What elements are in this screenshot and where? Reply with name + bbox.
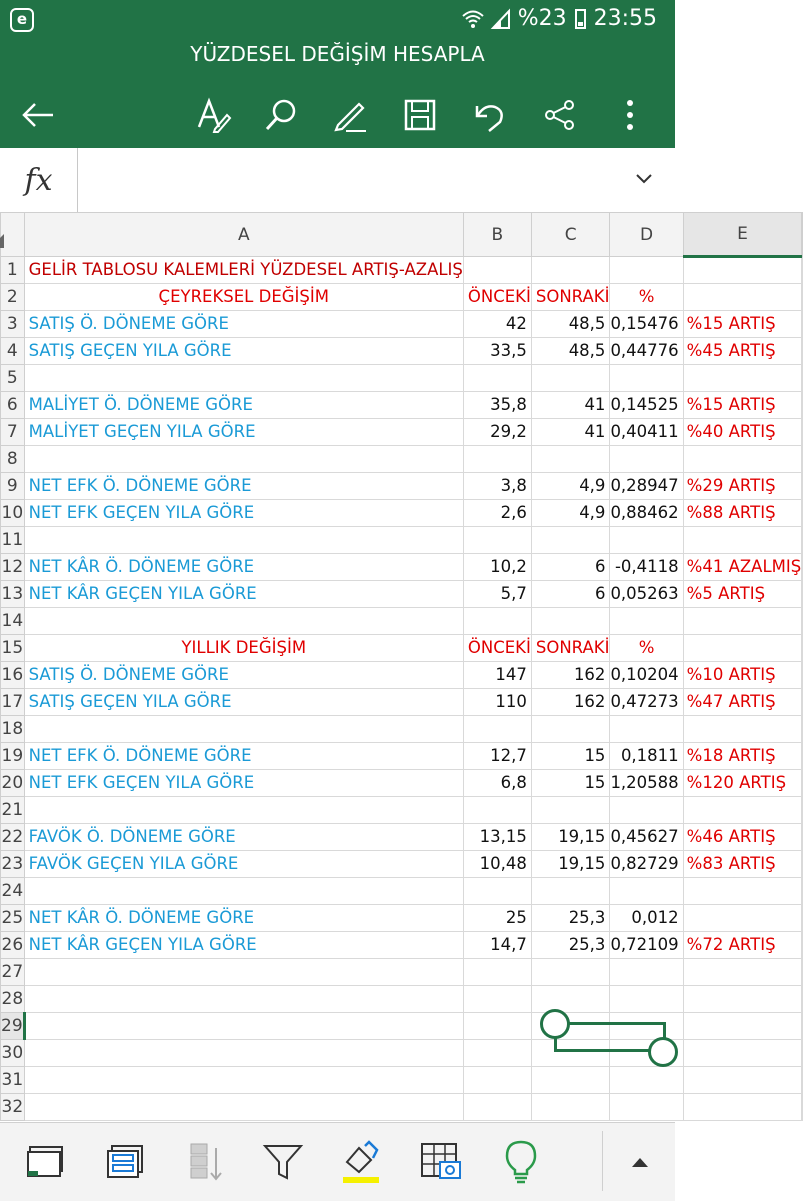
- cell-b[interactable]: [463, 878, 531, 905]
- pen-icon[interactable]: [330, 95, 370, 135]
- cell-e[interactable]: [683, 905, 802, 932]
- expand-up-icon[interactable]: [615, 1137, 665, 1187]
- cell-b[interactable]: 147: [463, 662, 531, 689]
- spreadsheet-grid[interactable]: [0, 212, 802, 1122]
- cell-d[interactable]: 0,88462: [610, 500, 683, 527]
- cell-e[interactable]: %41 AZALMIŞ: [683, 554, 802, 581]
- cell-b[interactable]: ÖNCEKİ: [463, 284, 531, 311]
- cell-a[interactable]: [24, 1067, 463, 1094]
- cell-b[interactable]: 42: [463, 311, 531, 338]
- cell-a[interactable]: SATIŞ GEÇEN YILA GÖRE: [24, 338, 463, 365]
- cell-b[interactable]: [463, 1094, 531, 1121]
- search-icon[interactable]: [261, 95, 301, 135]
- table-row: [1, 365, 803, 392]
- cell-c[interactable]: [531, 527, 610, 554]
- table-row: [1, 1094, 803, 1121]
- cell-e[interactable]: %83 ARTIŞ: [683, 851, 802, 878]
- column-header-d[interactable]: D: [610, 213, 683, 257]
- cell-b[interactable]: 29,2: [463, 419, 531, 446]
- cell-a[interactable]: [24, 1094, 463, 1121]
- cell-e[interactable]: %120 ARTIŞ: [683, 770, 802, 797]
- cell-c[interactable]: 162: [531, 689, 610, 716]
- row-header[interactable]: 7: [1, 419, 25, 446]
- cell-a[interactable]: FAVÖK Ö. DÖNEME GÖRE: [24, 824, 463, 851]
- row-header[interactable]: 16: [1, 662, 25, 689]
- cell-b[interactable]: [463, 446, 531, 473]
- cell-e[interactable]: [683, 1067, 802, 1094]
- cell-a[interactable]: NET KÂR Ö. DÖNEME GÖRE: [24, 905, 463, 932]
- cell-a[interactable]: [24, 527, 463, 554]
- signal-icon: [492, 9, 510, 29]
- cell-e[interactable]: [683, 1013, 802, 1040]
- table-row: [1, 1040, 803, 1067]
- table-row: [1, 446, 803, 473]
- cell-c[interactable]: SONRAKİ: [531, 635, 610, 662]
- cell-a[interactable]: [24, 986, 463, 1013]
- row-header[interactable]: 19: [1, 743, 25, 770]
- cell-e[interactable]: [683, 716, 802, 743]
- table-row: [1, 770, 803, 797]
- cell-c[interactable]: [531, 986, 610, 1013]
- cell-d[interactable]: 0,40411: [610, 419, 683, 446]
- cell-c[interactable]: [531, 1094, 610, 1121]
- table-row: [1, 392, 803, 419]
- cell-e[interactable]: %40 ARTIŞ: [683, 419, 802, 446]
- row-header[interactable]: 8: [1, 446, 25, 473]
- bottom-toolbar: [0, 1122, 675, 1201]
- table-row: [1, 797, 803, 824]
- cell-d[interactable]: 0,10204: [610, 662, 683, 689]
- table-row: [1, 608, 803, 635]
- row-header[interactable]: 1: [1, 257, 25, 284]
- table-row: [1, 986, 803, 1013]
- cell-c[interactable]: 162: [531, 662, 610, 689]
- cell-a[interactable]: NET KÂR GEÇEN YILA GÖRE: [24, 581, 463, 608]
- cell-a[interactable]: [24, 608, 463, 635]
- row-header[interactable]: 17: [1, 689, 25, 716]
- cell-c[interactable]: [531, 365, 610, 392]
- cell-c[interactable]: 4,9: [531, 500, 610, 527]
- cell-a[interactable]: SATIŞ Ö. DÖNEME GÖRE: [24, 311, 463, 338]
- column-header-b[interactable]: B: [463, 213, 531, 257]
- cell-d[interactable]: 0,15476: [610, 311, 683, 338]
- table-row: [1, 635, 803, 662]
- cell-a[interactable]: [24, 797, 463, 824]
- cell-c[interactable]: SONRAKİ: [531, 284, 610, 311]
- cell-e[interactable]: [683, 959, 802, 986]
- cell-d[interactable]: 0,44776: [610, 338, 683, 365]
- row-header[interactable]: 11: [1, 527, 25, 554]
- cell-a[interactable]: FAVÖK GEÇEN YILA GÖRE: [24, 851, 463, 878]
- formula-bar: [0, 148, 675, 213]
- row-header[interactable]: 30: [1, 1040, 25, 1067]
- row-header[interactable]: 26: [1, 932, 25, 959]
- chevron-down-icon[interactable]: [635, 170, 653, 189]
- table-row: [1, 932, 803, 959]
- cell-e[interactable]: %5 ARTIŞ: [683, 581, 802, 608]
- cell-e[interactable]: [683, 446, 802, 473]
- app-notification-icon: e: [10, 8, 34, 32]
- cell-d[interactable]: [610, 986, 683, 1013]
- cell-a[interactable]: NET EFK Ö. DÖNEME GÖRE: [24, 473, 463, 500]
- cell-d[interactable]: 0,012: [610, 905, 683, 932]
- cell-b[interactable]: [463, 365, 531, 392]
- row-header[interactable]: 9: [1, 473, 25, 500]
- cell-d[interactable]: 0,14525: [610, 392, 683, 419]
- cell-c[interactable]: 15: [531, 743, 610, 770]
- cell-b[interactable]: 25: [463, 905, 531, 932]
- cell-b[interactable]: 13,15: [463, 824, 531, 851]
- select-sheet-icon[interactable]: [20, 1137, 70, 1187]
- row-header[interactable]: 5: [1, 365, 25, 392]
- cell-e[interactable]: %29 ARTIŞ: [683, 473, 802, 500]
- cell-d[interactable]: [610, 257, 683, 284]
- table-row: [1, 716, 803, 743]
- row-header[interactable]: 21: [1, 797, 25, 824]
- cell-a[interactable]: [24, 716, 463, 743]
- battery-icon: [575, 9, 586, 29]
- cell-d[interactable]: 0,72109: [610, 932, 683, 959]
- cell-a[interactable]: YILLIK DEĞİŞİM: [24, 635, 463, 662]
- cell-b[interactable]: [463, 608, 531, 635]
- cell-e[interactable]: [683, 1094, 802, 1121]
- cell-b[interactable]: 6,8: [463, 770, 531, 797]
- row-header[interactable]: 31: [1, 1067, 25, 1094]
- cell-d[interactable]: [610, 365, 683, 392]
- table-row: [1, 743, 803, 770]
- cell-a[interactable]: MALİYET GEÇEN YILA GÖRE: [24, 419, 463, 446]
- cell-b[interactable]: 3,8: [463, 473, 531, 500]
- cell-b[interactable]: 14,7: [463, 932, 531, 959]
- cell-d[interactable]: 0,28947: [610, 473, 683, 500]
- sheets-icon[interactable]: [100, 1137, 150, 1187]
- cell-e[interactable]: %18 ARTIŞ: [683, 743, 802, 770]
- row-header[interactable]: 22: [1, 824, 25, 851]
- row-header[interactable]: 12: [1, 554, 25, 581]
- cell-e[interactable]: [683, 635, 802, 662]
- cell-c[interactable]: 25,3: [531, 932, 610, 959]
- cell-d[interactable]: 0,05263: [610, 581, 683, 608]
- cell-b[interactable]: 12,7: [463, 743, 531, 770]
- cell-c[interactable]: [531, 1067, 610, 1094]
- cell-d[interactable]: [610, 716, 683, 743]
- table-row: [1, 689, 803, 716]
- cell-b[interactable]: 5,7: [463, 581, 531, 608]
- cell-b[interactable]: [463, 527, 531, 554]
- table-row: [1, 1013, 803, 1040]
- cell-d[interactable]: 1,20588: [610, 770, 683, 797]
- cell-e[interactable]: %72 ARTIŞ: [683, 932, 802, 959]
- row-header[interactable]: 20: [1, 770, 25, 797]
- status-indicators: [462, 6, 657, 31]
- formula-input[interactable]: [90, 168, 610, 192]
- cell-d[interactable]: [610, 959, 683, 986]
- cell-b[interactable]: [463, 1067, 531, 1094]
- more-icon[interactable]: [610, 95, 650, 135]
- cell-b[interactable]: 10,48: [463, 851, 531, 878]
- cell-a[interactable]: SATIŞ Ö. DÖNEME GÖRE: [24, 662, 463, 689]
- format-text-icon[interactable]: [193, 95, 233, 135]
- table-row: [1, 338, 803, 365]
- row-header[interactable]: 14: [1, 608, 25, 635]
- cell-c[interactable]: 48,5: [531, 311, 610, 338]
- row-header[interactable]: 2: [1, 284, 25, 311]
- cell-e[interactable]: [683, 878, 802, 905]
- column-header-e[interactable]: E: [683, 213, 802, 257]
- cell-e[interactable]: [683, 284, 802, 311]
- status-bar: [0, 0, 675, 40]
- fx-icon[interactable]: fx: [0, 148, 78, 212]
- table-row: [1, 824, 803, 851]
- cell-c[interactable]: [531, 797, 610, 824]
- battery-percent: %23: [517, 6, 567, 31]
- selection-handle-end[interactable]: [648, 1037, 678, 1067]
- row-header[interactable]: 15: [1, 635, 25, 662]
- cell-a[interactable]: [24, 878, 463, 905]
- cell-d[interactable]: [610, 446, 683, 473]
- cell-e[interactable]: %15 ARTIŞ: [683, 311, 802, 338]
- cell-d[interactable]: 0,47273: [610, 689, 683, 716]
- cell-b[interactable]: 2,6: [463, 500, 531, 527]
- table-row: [1, 959, 803, 986]
- cell-b[interactable]: [463, 986, 531, 1013]
- cell-b[interactable]: [463, 257, 531, 284]
- cell-c[interactable]: 6: [531, 581, 610, 608]
- cell-c[interactable]: [531, 608, 610, 635]
- row-header[interactable]: 3: [1, 311, 25, 338]
- cell-a[interactable]: [24, 446, 463, 473]
- cell-c[interactable]: 4,9: [531, 473, 610, 500]
- cell-d[interactable]: [610, 878, 683, 905]
- table-row: [1, 473, 803, 500]
- cell-b[interactable]: 35,8: [463, 392, 531, 419]
- cell-d[interactable]: [610, 608, 683, 635]
- selection-handle-start[interactable]: [540, 1009, 570, 1039]
- table-row: [1, 419, 803, 446]
- cell-d[interactable]: [610, 527, 683, 554]
- cell-a[interactable]: ÇEYREKSEL DEĞİŞİM: [24, 284, 463, 311]
- cell-e[interactable]: [683, 608, 802, 635]
- table-row: [1, 878, 803, 905]
- sort-icon[interactable]: [180, 1137, 230, 1187]
- table-row: [1, 284, 803, 311]
- table-row: [1, 662, 803, 689]
- cell-c[interactable]: 41: [531, 419, 610, 446]
- cell-a[interactable]: [24, 1013, 463, 1040]
- row-header[interactable]: 23: [1, 851, 25, 878]
- cell-c[interactable]: 41: [531, 392, 610, 419]
- cell-c[interactable]: 15: [531, 770, 610, 797]
- cell-b[interactable]: [463, 797, 531, 824]
- cell-c[interactable]: 48,5: [531, 338, 610, 365]
- table-row: [1, 581, 803, 608]
- column-header-a[interactable]: A: [24, 213, 463, 257]
- cell-e[interactable]: %88 ARTIŞ: [683, 500, 802, 527]
- cell-e[interactable]: [683, 797, 802, 824]
- cell-a[interactable]: [24, 1040, 463, 1067]
- row-header[interactable]: 32: [1, 1094, 25, 1121]
- cell-a[interactable]: [24, 959, 463, 986]
- cell-b[interactable]: [463, 716, 531, 743]
- cell-b[interactable]: 10,2: [463, 554, 531, 581]
- cell-d[interactable]: [610, 1094, 683, 1121]
- cell-c[interactable]: [531, 959, 610, 986]
- row-header[interactable]: 27: [1, 959, 25, 986]
- select-all-corner[interactable]: [1, 213, 25, 257]
- cell-a[interactable]: NET EFK Ö. DÖNEME GÖRE: [24, 743, 463, 770]
- cell-a[interactable]: NET EFK GEÇEN YILA GÖRE: [24, 770, 463, 797]
- cell-e[interactable]: [683, 1040, 802, 1067]
- idea-icon[interactable]: [496, 1137, 546, 1187]
- cell-a[interactable]: SATIŞ GEÇEN YILA GÖRE: [24, 689, 463, 716]
- cell-a[interactable]: NET EFK GEÇEN YILA GÖRE: [24, 500, 463, 527]
- table-row: [1, 257, 803, 284]
- cell-b[interactable]: [463, 1040, 531, 1067]
- undo-icon[interactable]: [470, 95, 510, 135]
- cell-d[interactable]: -0,4118: [610, 554, 683, 581]
- table-row: [1, 311, 803, 338]
- sheet-table: [0, 212, 803, 1121]
- wifi-icon: [462, 9, 484, 29]
- cell-d[interactable]: %: [610, 284, 683, 311]
- cell-d[interactable]: [610, 1067, 683, 1094]
- cell-e[interactable]: %47 ARTIŞ: [683, 689, 802, 716]
- cell-e[interactable]: [683, 365, 802, 392]
- cell-d[interactable]: 0,45627: [610, 824, 683, 851]
- cell-c[interactable]: 19,15: [531, 851, 610, 878]
- table-row: [1, 554, 803, 581]
- fill-color-icon[interactable]: [336, 1137, 386, 1187]
- cell-c[interactable]: [531, 878, 610, 905]
- cell-d[interactable]: 0,82729: [610, 851, 683, 878]
- insert-picture-icon[interactable]: [416, 1137, 466, 1187]
- cell-d[interactable]: %: [610, 635, 683, 662]
- cell-e[interactable]: [683, 527, 802, 554]
- table-row: [1, 1067, 803, 1094]
- cell-c[interactable]: 19,15: [531, 824, 610, 851]
- row-header[interactable]: 13: [1, 581, 25, 608]
- save-icon[interactable]: [400, 95, 440, 135]
- document-title: YÜZDESEL DEĞİŞİM HESAPLA: [190, 42, 485, 66]
- row-header[interactable]: 10: [1, 500, 25, 527]
- table-row: [1, 527, 803, 554]
- row-header[interactable]: 25: [1, 905, 25, 932]
- table-row: [1, 500, 803, 527]
- cell-a[interactable]: NET KÂR Ö. DÖNEME GÖRE: [24, 554, 463, 581]
- row-header[interactable]: 4: [1, 338, 25, 365]
- cell-c[interactable]: [531, 446, 610, 473]
- cell-b[interactable]: 33,5: [463, 338, 531, 365]
- cell-a[interactable]: NET KÂR GEÇEN YILA GÖRE: [24, 932, 463, 959]
- cell-c[interactable]: [531, 257, 610, 284]
- cell-a[interactable]: MALİYET Ö. DÖNEME GÖRE: [24, 392, 463, 419]
- cell-c[interactable]: 25,3: [531, 905, 610, 932]
- row-header[interactable]: 24: [1, 878, 25, 905]
- clock: 23:55: [593, 6, 657, 31]
- cell-a[interactable]: GELİR TABLOSU KALEMLERİ YÜZDESEL ARTIŞ-AZALIŞ: [24, 257, 463, 284]
- cell-b[interactable]: ÖNCEKİ: [463, 635, 531, 662]
- cell-c[interactable]: 6: [531, 554, 610, 581]
- app-header: [0, 40, 675, 148]
- table-row: [1, 905, 803, 932]
- cell-d[interactable]: 0,1811: [610, 743, 683, 770]
- row-header[interactable]: 29: [1, 1013, 25, 1040]
- cell-e[interactable]: [683, 257, 802, 284]
- cell-b[interactable]: [463, 1013, 531, 1040]
- column-header-c[interactable]: C: [531, 213, 610, 257]
- row-header[interactable]: 6: [1, 392, 25, 419]
- back-arrow-icon[interactable]: [18, 95, 58, 135]
- cell-b[interactable]: 110: [463, 689, 531, 716]
- cell-e[interactable]: %45 ARTIŞ: [683, 338, 802, 365]
- cell-e[interactable]: %46 ARTIŞ: [683, 824, 802, 851]
- row-header[interactable]: 18: [1, 716, 25, 743]
- row-header[interactable]: 28: [1, 986, 25, 1013]
- cell-a[interactable]: [24, 365, 463, 392]
- toolbar-divider: [602, 1131, 603, 1191]
- cell-e[interactable]: %15 ARTIŞ: [683, 392, 802, 419]
- cell-c[interactable]: [531, 716, 610, 743]
- cell-d[interactable]: [610, 797, 683, 824]
- filter-icon[interactable]: [258, 1137, 308, 1187]
- cell-e[interactable]: [683, 986, 802, 1013]
- share-icon[interactable]: [540, 95, 580, 135]
- cell-e[interactable]: %10 ARTIŞ: [683, 662, 802, 689]
- table-row: [1, 851, 803, 878]
- cell-b[interactable]: [463, 959, 531, 986]
